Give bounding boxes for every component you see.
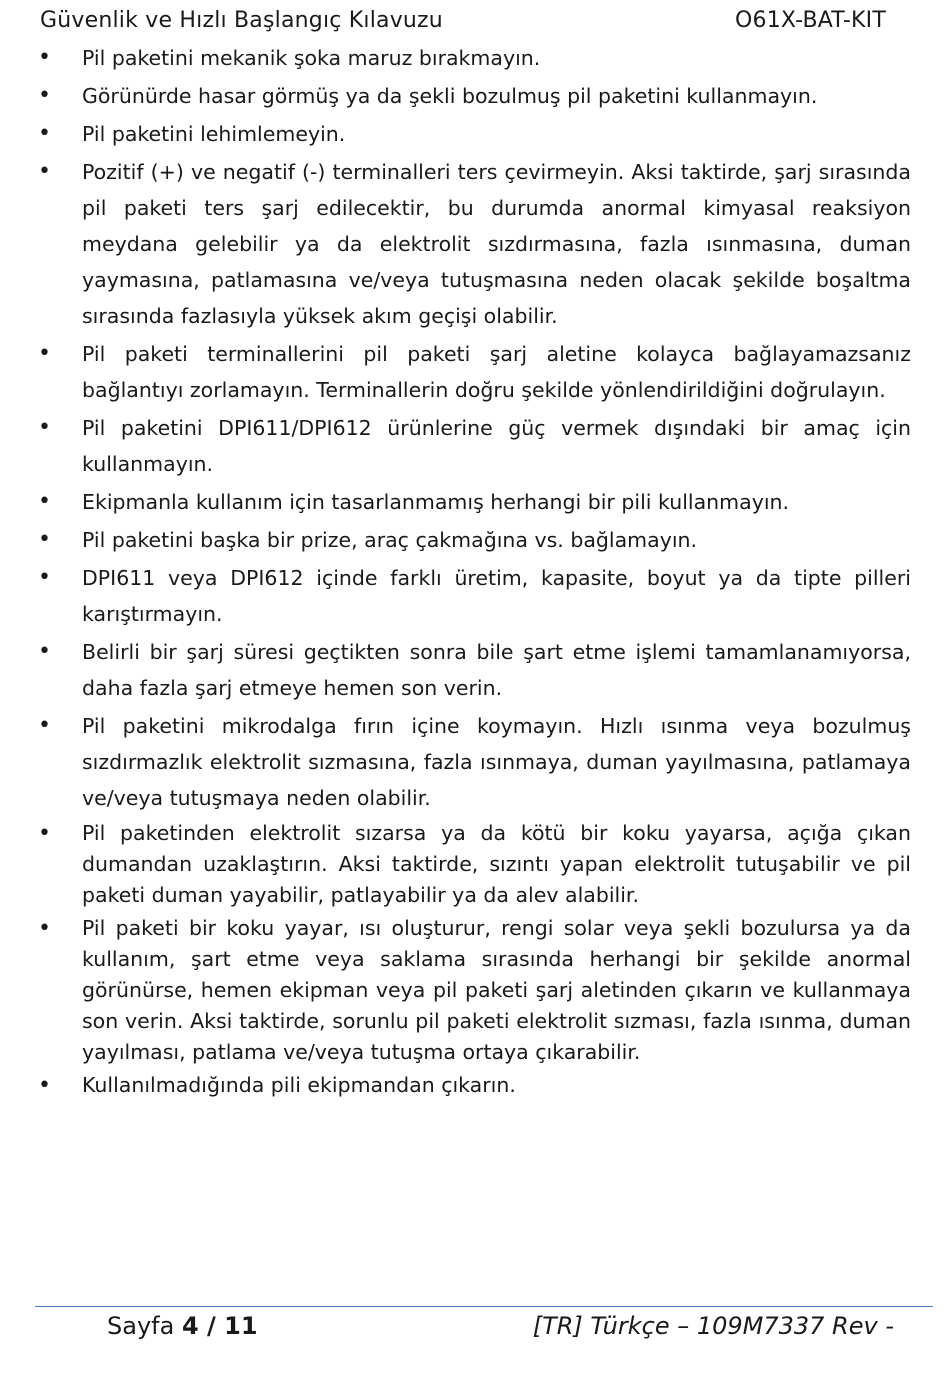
list-item: • Pil paketini DPI611/DPI612 ürünlerine güç vermek dışındaki bir amaç için kullanmayın. [82,410,911,482]
page-footer [107,1312,894,1340]
current-page: 4 [181,1312,199,1340]
list-item: • Belirli bir şarj süresi geçtikten sonra bile şart etme işlemi tamamlanamıyorsa, daha fazla şarj etmeye hemen son verin. [82,634,911,706]
list-item: • Pil paketini başka bir prize, araç çakmağına vs. bağlamayın. [82,522,911,558]
list-item: • Pil paketi bir koku yayar, ısı oluşturur, rengi solar veya şekli bozulursa ya da kullanım, şart etme veya saklama sırasında herhangi bir şekilde anormal görünürse, hemen ekipman veya pil paketi şarj aletinden çıkarın ve kullanmaya son verin. Aksi taktirde, sorunlu pil paketi elektrolit sızması, fazla ısınma, duman yayılması, patlama ve/veya tutuşma ortaya çıkarabilir. [82,913,911,1068]
list-item: • Kullanılmadığında pili ekipmandan çıkarın. [82,1070,911,1101]
page-number [107,1312,258,1340]
list-item: • Pozitif (+) ve negatif (-) terminalleri ters çevirmeyin. Aksi taktirde, şarj sırasında pil paketi ters şarj edilecektir, bu durumda anormal kimyasal reaksiyon meydana gelebilir ya da elektrolit sızdırmasına, fazla ısınmasına, duman yaymasına, patlamasına ve/veya tutuşmasına neden olacak şekilde boşaltma sırasında fazlasıyla yüksek akım geçişi olabilir. [82,154,911,334]
list-item: • Pil paketi terminallerini pil paketi şarj aletine kolayca bağlayamazsanız bağlantıyı zorlamayın. Terminallerin doğru şekilde yönlendirildiğini doğrulayın. [82,336,911,408]
product-code: O61X-BAT-KIT [735,8,886,33]
safety-bullet-list [0,40,950,1103]
list-item: • Görünürde hasar görmüş ya da şekli bozulmuş pil paketini kullanmayın. [82,78,911,114]
list-item: • Pil paketini lehimlemeyin. [82,116,911,152]
list-item: • Pil paketinden elektrolit sızarsa ya da kötü bir koku yayarsa, açığa çıkan dumandan uzaklaştırın. Aksi taktirde, sızıntı yapan elektrolit tutuşabilir ve pil paketi duman yayabilir, patlayabilir ya da alev alabilir. [82,818,911,911]
page-separator: / [198,1312,225,1340]
total-pages: 11 [224,1312,258,1340]
footer-divider [35,1306,933,1307]
list-item: • DPI611 veya DPI612 içinde farklı üretim, kapasite, boyut ya da tipte pilleri karıştırmayın. [82,560,911,632]
list-item: • Ekipmanla kullanım için tasarlanmamış herhangi bir pili kullanmayın. [82,484,911,520]
document-info: [TR] Türkçe – 109M7337 Rev - [532,1312,894,1340]
document-title: Güvenlik ve Hızlı Başlangıç Kılavuzu [40,8,443,33]
page-header [40,8,886,33]
page-prefix: Sayfa [107,1312,182,1340]
list-item: • Pil paketini mekanik şoka maruz bırakmayın. [82,40,911,76]
list-item: • Pil paketini mikrodalga fırın içine koymayın. Hızlı ısınma veya bozulmuş sızdırmazlık elektrolit sızmasına, fazla ısınmaya, duman yayılmasına, patlamaya ve/veya tutuşmaya neden olabilir. [82,708,911,816]
